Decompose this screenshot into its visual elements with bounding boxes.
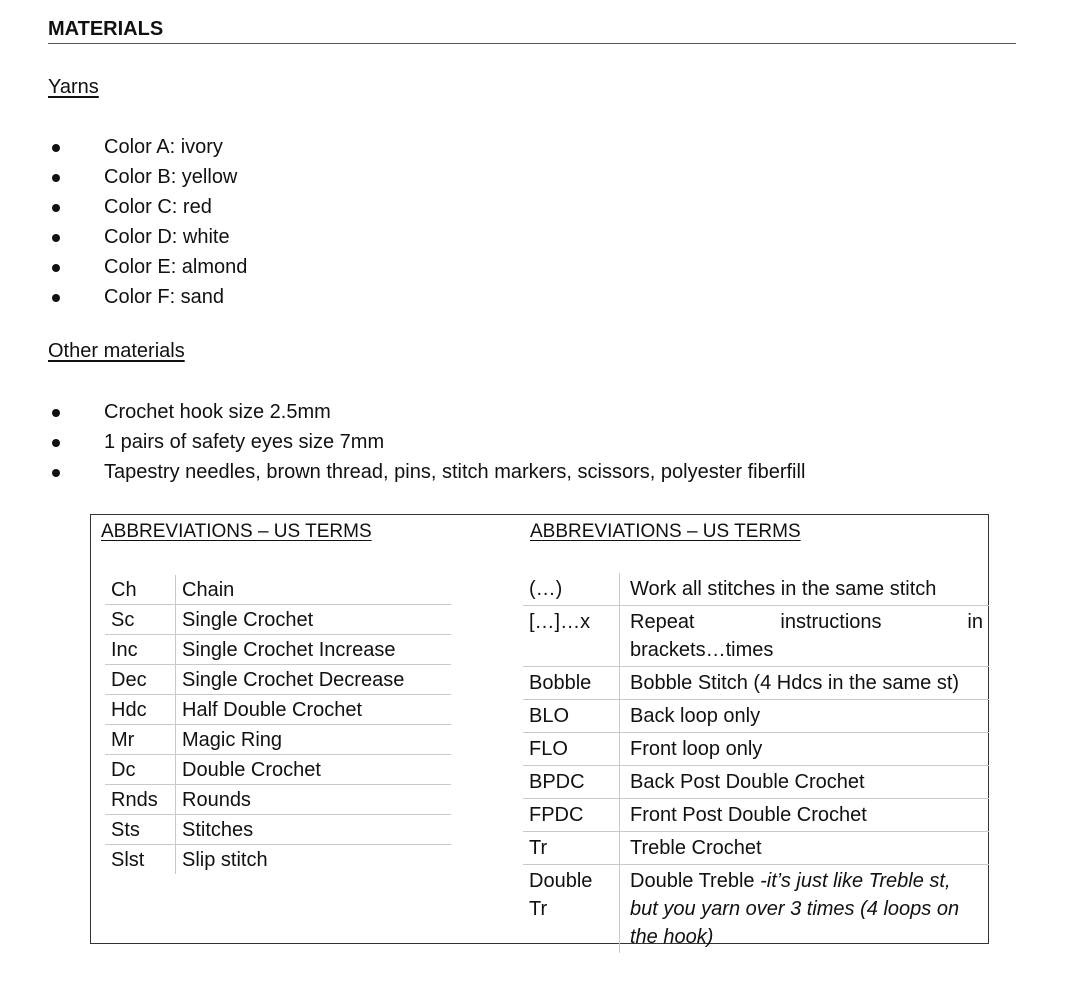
yarns-heading: Yarns — [48, 76, 99, 98]
table-row — [105, 695, 451, 725]
abbr-code: Inc — [105, 635, 176, 665]
list-item: Tapestry needles, brown thread, pins, stitch markers, scissors, polyester fiberfill — [48, 457, 805, 487]
abbr-code: Rnds — [105, 785, 176, 815]
abbr-code: Hdc — [105, 695, 176, 725]
abbr-desc: Rounds — [182, 789, 251, 811]
table-row — [523, 865, 989, 954]
abbr-code: Dec — [105, 665, 176, 695]
abbr-desc: Front Post Double Crochet — [630, 804, 867, 826]
abbr-desc: Stitches — [182, 819, 254, 841]
abbr-desc: Treble Crochet — [630, 837, 762, 859]
yarns-list — [48, 132, 247, 312]
abbr-desc: Front loop only — [630, 738, 763, 760]
abbr-desc: Chain — [182, 579, 235, 601]
bullet-icon — [52, 264, 60, 272]
bullet-icon — [52, 144, 60, 152]
list-item: 1 pairs of safety eyes size 7mm — [48, 427, 805, 457]
materials-heading: MATERIALS — [48, 18, 1016, 44]
list-item: Color A: ivory — [48, 132, 247, 162]
bullet-icon — [52, 439, 60, 447]
table-row — [105, 815, 451, 845]
abbr-desc: Magic Ring — [182, 729, 283, 751]
table-row — [523, 832, 989, 865]
list-item: Color B: yellow — [48, 162, 247, 192]
abbr-desc: Bobble Stitch (4 Hdcs in the same st) — [630, 672, 960, 694]
table-row — [105, 755, 451, 785]
abbr-code: Bobble — [523, 667, 620, 700]
table-row — [105, 575, 451, 605]
abbr-code: (…) — [523, 573, 620, 606]
table-row — [523, 573, 989, 606]
table-row — [105, 725, 451, 755]
table-row — [105, 605, 451, 635]
abbreviations-right-title: ABBREVIATIONS – US TERMS — [530, 521, 801, 542]
abbr-code: Slst — [105, 845, 176, 875]
abbr-desc: Repeat instructions in brackets…times — [620, 606, 990, 667]
table-row — [523, 766, 989, 799]
bullet-icon — [52, 234, 60, 242]
abbr-desc-line: Repeat instructions in — [630, 611, 983, 633]
abbr-desc: Half Double Crochet — [182, 699, 363, 721]
abbreviations-box — [90, 514, 989, 948]
table-row — [523, 733, 989, 766]
bullet-icon — [52, 174, 60, 182]
list-item: Color D: white — [48, 222, 247, 252]
bullet-icon — [52, 294, 60, 302]
abbr-code: Mr — [105, 725, 176, 755]
table-row — [105, 845, 451, 875]
other-materials-heading: Other materials — [48, 340, 185, 362]
abbr-desc: Single Crochet Decrease — [182, 669, 405, 691]
abbr-code: FLO — [523, 733, 620, 766]
table-row — [523, 667, 989, 700]
abbr-desc: Work all stitches in the same stitch — [630, 578, 937, 600]
abbr-desc: Slip stitch — [182, 849, 268, 871]
abbr-code: Double Tr — [523, 865, 620, 954]
abbr-code: Sc — [105, 605, 176, 635]
abbr-code: Tr — [523, 832, 620, 865]
abbreviations-right-table — [523, 573, 989, 953]
table-row — [523, 606, 989, 667]
table-row — [523, 799, 989, 832]
abbr-desc: Double Treble -it’s just like Treble st, but you yarn over 3 times (4 loops on the hook) — [630, 870, 960, 948]
bullet-icon — [52, 469, 60, 477]
abbr-desc: Single Crochet Increase — [182, 639, 396, 661]
abbr-desc: Back Post Double Crochet — [630, 771, 865, 793]
list-item: Color E: almond — [48, 252, 247, 282]
bullet-icon — [52, 204, 60, 212]
abbr-code: BLO — [523, 700, 620, 733]
abbr-code: Ch — [105, 575, 176, 605]
abbr-desc: Single Crochet — [182, 609, 314, 631]
list-item: Color F: sand — [48, 282, 247, 312]
table-row — [105, 785, 451, 815]
abbreviations-left-title: ABBREVIATIONS – US TERMS — [101, 521, 372, 542]
abbr-desc: Back loop only — [630, 705, 761, 727]
list-item: Crochet hook size 2.5mm — [48, 397, 805, 427]
abbr-code: Sts — [105, 815, 176, 845]
abbr-code: Dc — [105, 755, 176, 785]
other-materials-list — [48, 397, 805, 487]
table-row — [105, 635, 451, 665]
abbreviations-left-table — [105, 575, 451, 874]
abbr-desc: Double Crochet — [182, 759, 321, 781]
bullet-icon — [52, 409, 60, 417]
abbr-code: […]…x — [523, 606, 620, 667]
abbr-note: -it’s just like Treble st, but you yarn over 3 times (4 loops on the hook) — [630, 870, 960, 948]
table-row — [105, 665, 451, 695]
abbr-code: FPDC — [523, 799, 620, 832]
list-item: Color C: red — [48, 192, 247, 222]
abbr-code: BPDC — [523, 766, 620, 799]
table-row — [523, 700, 989, 733]
